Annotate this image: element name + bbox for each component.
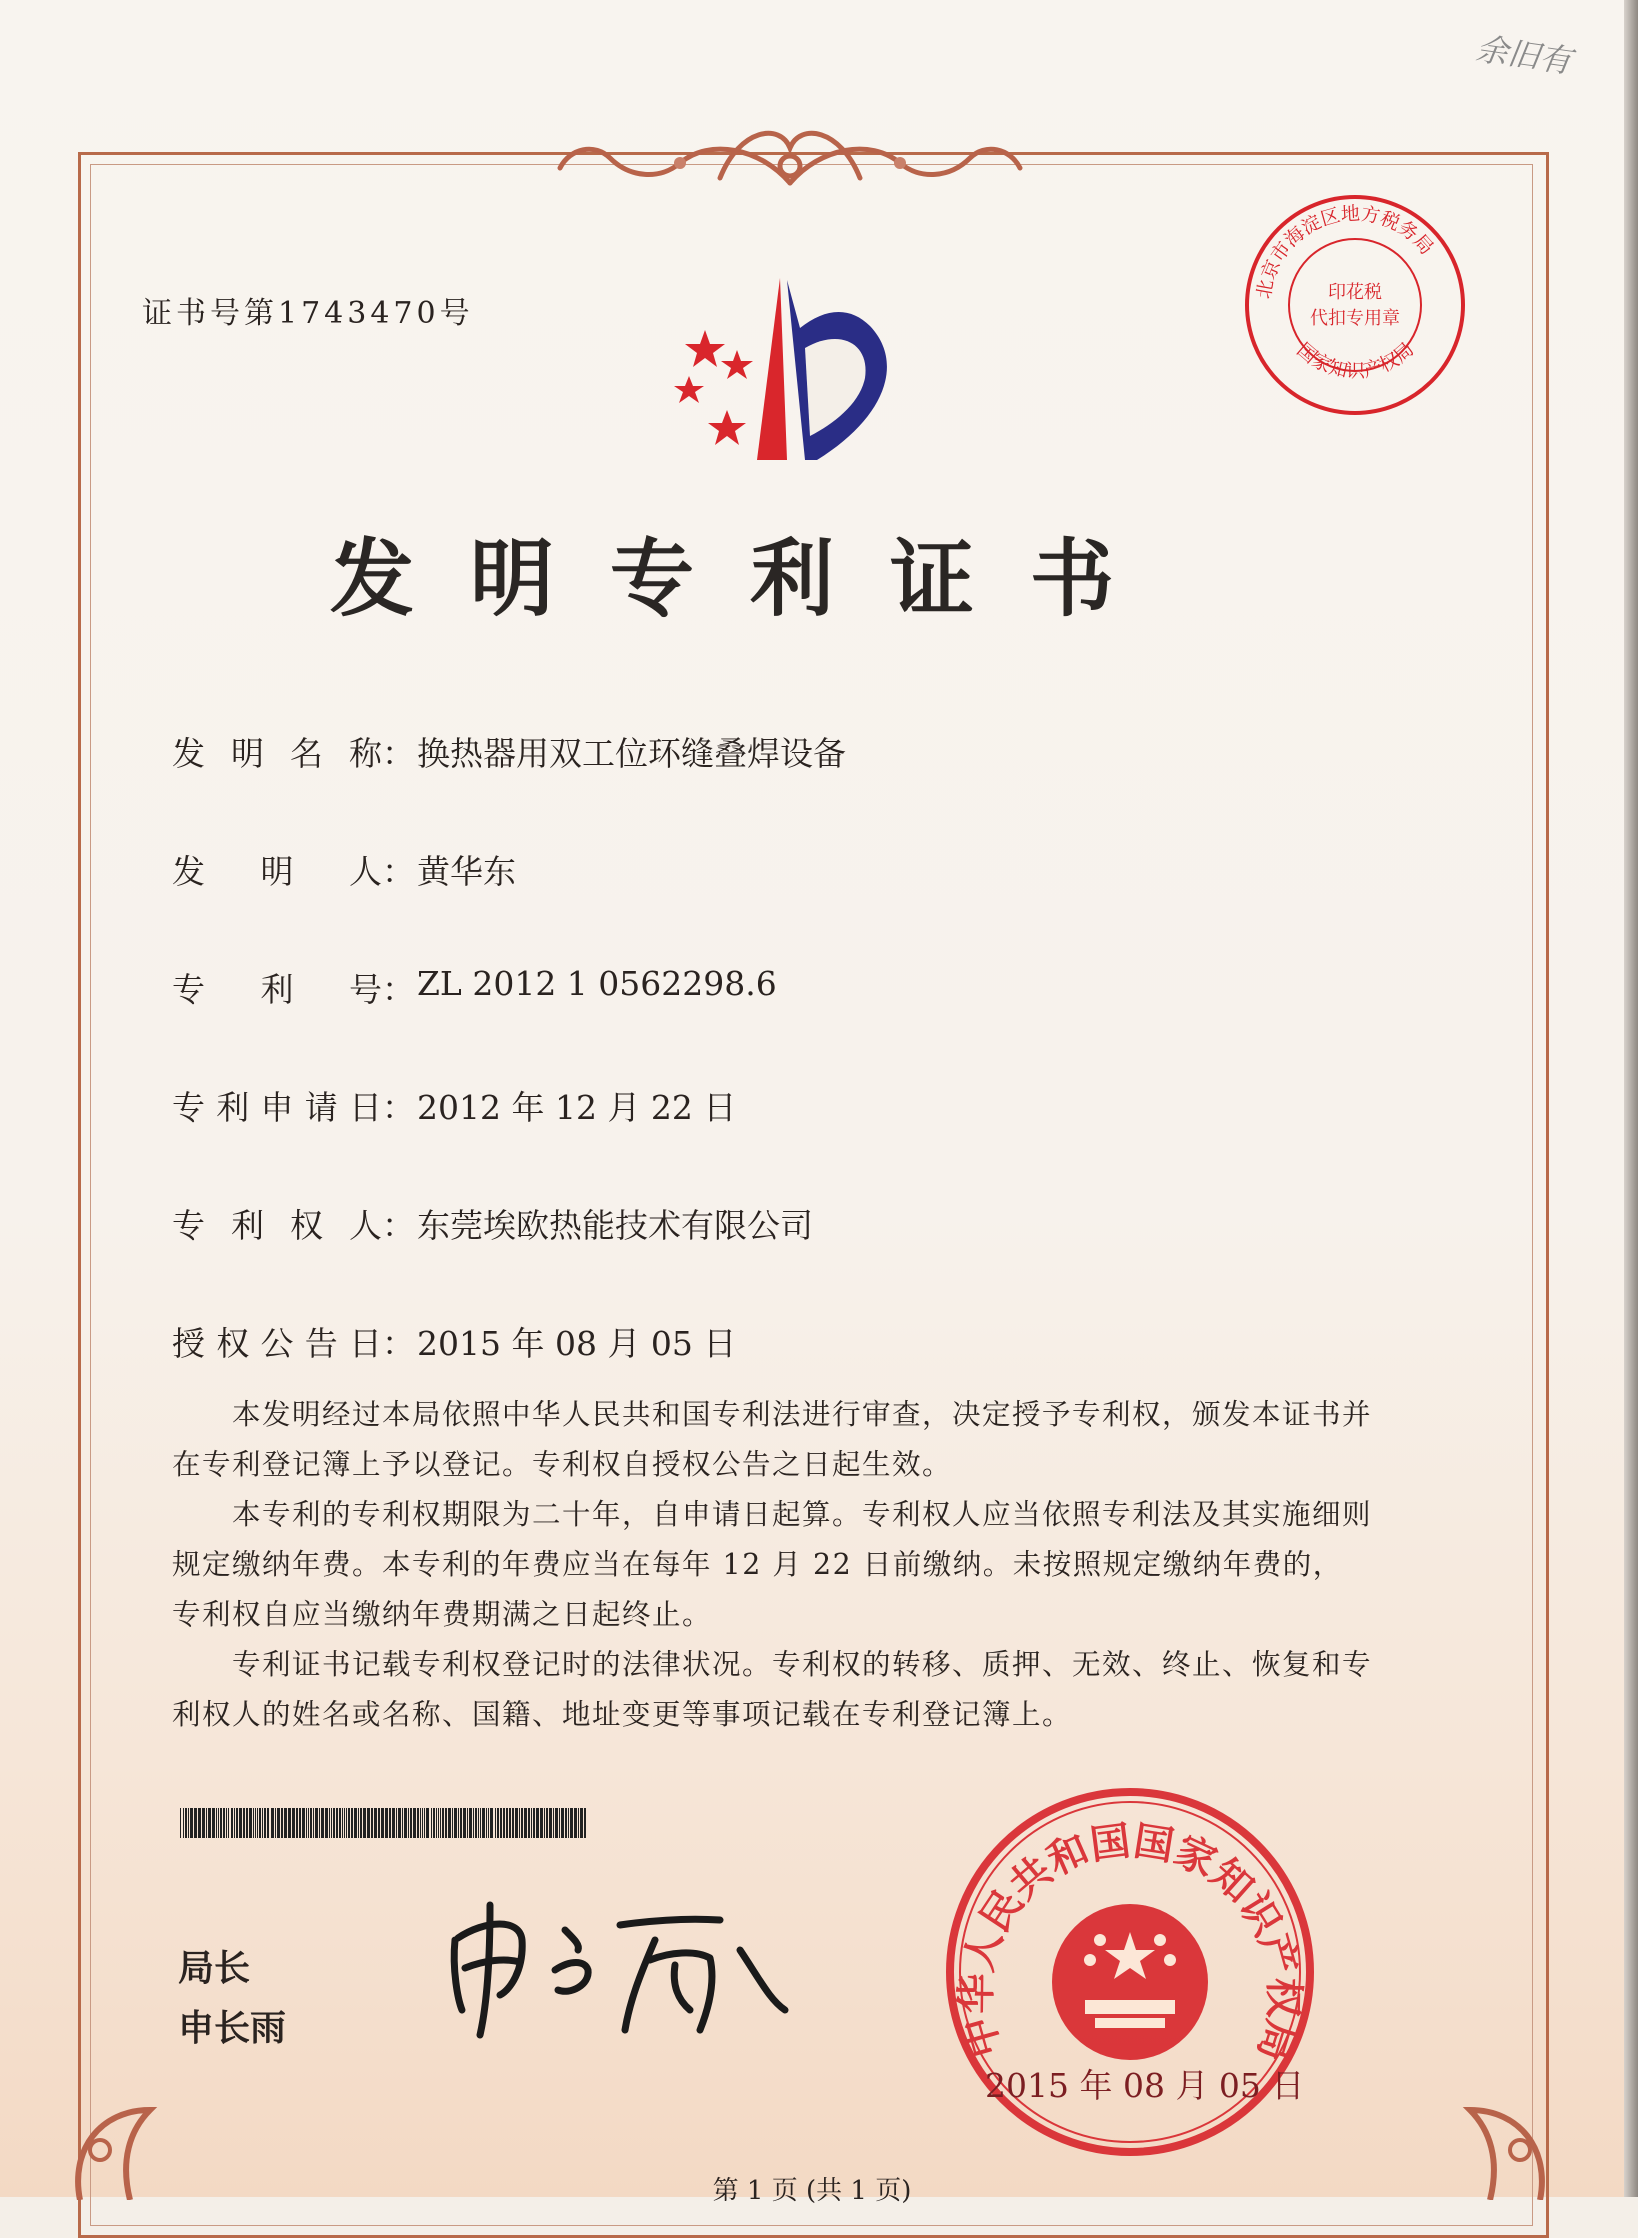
- barcode-bar: [417, 1808, 419, 1838]
- barcode-bar: [231, 1808, 233, 1838]
- barcode-bar: [424, 1808, 425, 1838]
- barcode-bar: [506, 1808, 508, 1838]
- field-row: [172, 1082, 736, 1129]
- barcode-bar: [458, 1808, 459, 1838]
- field-row: [172, 1200, 813, 1247]
- barcode-bar: [329, 1808, 330, 1838]
- patent-office-logo: [665, 268, 915, 468]
- barcode-bar: [433, 1808, 435, 1838]
- barcode-bar: [392, 1808, 395, 1838]
- barcode-bar: [351, 1808, 353, 1838]
- barcode-bar: [310, 1808, 312, 1838]
- field-label: 发 明 人: [172, 852, 382, 891]
- barcode-bar: [243, 1808, 245, 1838]
- barcode-bar: [306, 1808, 307, 1838]
- certificate-title: 发明专利证书: [329, 529, 1170, 628]
- barcode-bar: [544, 1808, 545, 1838]
- barcode-bar: [436, 1808, 437, 1838]
- barcode-bar: [431, 1808, 432, 1838]
- field-value: 2012 年 12 月 22 日: [417, 1088, 737, 1127]
- barcode-bar: [536, 1808, 539, 1838]
- svg-text:国家知识产权局: [1293, 338, 1419, 382]
- logo-star-2: [721, 350, 753, 379]
- barcode-bar: [469, 1808, 472, 1838]
- barcode-bar: [257, 1808, 258, 1838]
- barcode-bar: [555, 1808, 558, 1838]
- certificate-number: 证书号第1743470号: [142, 296, 474, 331]
- tax-stamp: [1240, 190, 1470, 420]
- barcode-bar: [420, 1808, 421, 1838]
- logo-star-1: [685, 330, 725, 367]
- barcode-bar: [378, 1808, 380, 1838]
- barcode-bar: [426, 1808, 429, 1838]
- seal-text: 中华人民共和国国家知识产权局: [953, 1818, 1307, 2067]
- page-number: 第 1 页 (共 1 页): [712, 2176, 912, 2206]
- barcode-bar: [302, 1808, 305, 1838]
- barcode-bar: [408, 1808, 409, 1838]
- barcode-bar: [236, 1808, 238, 1838]
- barcode-bar: [454, 1808, 457, 1838]
- barcode-bar: [259, 1808, 261, 1838]
- barcode-bar: [363, 1808, 366, 1838]
- barcode-bar: [413, 1808, 416, 1838]
- tax-stamp-ring-bottom: 国家知识产权局: [1292, 338, 1419, 383]
- barcode-bar: [313, 1808, 314, 1838]
- tax-stamp-line2: 代扣专用章: [1310, 308, 1400, 329]
- barcode-bar: [223, 1808, 225, 1838]
- barcode-bar: [389, 1808, 391, 1838]
- field-row: [172, 846, 516, 893]
- field-label: 专 利 权 人: [172, 1206, 382, 1245]
- barcode-bar: [262, 1808, 263, 1838]
- field-label: 专 利 号: [172, 970, 382, 1009]
- barcode-bar: [360, 1808, 362, 1838]
- barcode-bar: [267, 1808, 269, 1838]
- barcode-bar: [234, 1808, 235, 1838]
- barcode-bar: [488, 1808, 489, 1838]
- barcode-bar: [367, 1808, 370, 1838]
- barcode-bar: [275, 1808, 276, 1838]
- barcode-bar: [194, 1808, 197, 1838]
- barcode-bar: [512, 1808, 514, 1838]
- barcode-bar: [255, 1808, 256, 1838]
- top-ornament: [540, 108, 1040, 198]
- barcode-bar: [185, 1808, 187, 1838]
- barcode-bar: [565, 1808, 567, 1838]
- barcode-bar: [208, 1808, 211, 1838]
- barcode-bar: [299, 1808, 301, 1838]
- barcode-bar: [438, 1808, 439, 1838]
- barcode-bar: [339, 1808, 341, 1838]
- barcode-bar: [246, 1808, 248, 1838]
- barcode-bar: [553, 1808, 554, 1838]
- barcode-bar: [315, 1808, 318, 1838]
- field-colon: ：: [382, 1324, 415, 1363]
- barcode-bar: [515, 1808, 518, 1838]
- barcode-bar: [533, 1808, 535, 1838]
- barcode-bar: [296, 1808, 298, 1838]
- field-value: 黄华东: [417, 852, 516, 891]
- barcode-bar: [348, 1808, 350, 1838]
- field-colon: ：: [382, 1206, 415, 1245]
- barcode-bar: [381, 1808, 384, 1838]
- paragraph-1: 本发明经过本局依照中华人民共和国专利法进行审查，决定授予专利权，颁发本证书并在专利登记簿上予以登记。专利权自授权公告之日起生效。: [172, 1398, 1373, 1481]
- barcode-bar: [561, 1808, 564, 1838]
- issue-date: 2015 年 08 月 05 日: [985, 2066, 1305, 2105]
- barcode-bar: [404, 1808, 407, 1838]
- barcode-bar: [460, 1808, 462, 1838]
- director-title: 局长: [178, 1948, 251, 1989]
- logo-star-4: [708, 410, 746, 445]
- barcode-bar: [475, 1808, 477, 1838]
- barcode-bar: [202, 1808, 205, 1838]
- barcode-bar: [308, 1808, 309, 1838]
- barcode-bar: [374, 1808, 377, 1838]
- barcode-bar: [264, 1808, 266, 1838]
- field-colon: ：: [382, 734, 415, 773]
- field-value: 2015 年 08 月 05 日: [417, 1324, 737, 1363]
- barcode-bar: [402, 1808, 403, 1838]
- barcode-bar: [540, 1808, 543, 1838]
- barcode-bar: [218, 1808, 219, 1838]
- barcode-bar: [500, 1808, 502, 1838]
- barcode-bar: [509, 1808, 511, 1838]
- scan-edge: [1624, 0, 1638, 2197]
- barcode-bar: [580, 1808, 583, 1838]
- barcode-bar: [216, 1808, 217, 1838]
- national-emblem: [1052, 1904, 1208, 2060]
- barcode-bar: [344, 1808, 345, 1838]
- field-colon: ：: [382, 970, 415, 1009]
- barcode-bar: [346, 1808, 347, 1838]
- barcode-bar: [521, 1808, 523, 1838]
- field-colon: ：: [382, 1088, 415, 1127]
- field-value: ZL 2012 1 0562298.6: [417, 964, 777, 1003]
- barcode-bar: [524, 1808, 527, 1838]
- barcode-bar: [574, 1808, 577, 1838]
- barcode-bar: [528, 1808, 530, 1838]
- barcode-bar: [396, 1808, 397, 1838]
- barcode-bar: [497, 1808, 499, 1838]
- tax-stamp-line1: 印花税: [1328, 282, 1382, 303]
- barcode-bar: [333, 1808, 335, 1838]
- barcode-bar: [336, 1808, 338, 1838]
- barcode-bar: [584, 1808, 586, 1838]
- field-row: [172, 964, 777, 1011]
- tax-stamp-ring-top: 北京市海淀区地方税务局: [1252, 202, 1438, 301]
- director-signature: [440, 1890, 800, 2040]
- barcode-bar: [321, 1808, 324, 1838]
- barcode-bar: [482, 1808, 485, 1838]
- paragraph-3: 专利证书记载专利权登记时的法律状况。专利权的转移、质押、无效、终止、恢复和专利权人的姓名或名称、国籍、地址变更等事项记载在专利登记簿上。: [172, 1648, 1373, 1731]
- barcode-bar: [549, 1808, 552, 1838]
- barcode-bar: [568, 1808, 569, 1838]
- barcode-bar: [463, 1808, 466, 1838]
- barcode-bar: [190, 1808, 193, 1838]
- barcode-bar: [422, 1808, 423, 1838]
- barcode-bar: [546, 1808, 548, 1838]
- barcode-bar: [292, 1808, 295, 1838]
- barcode-bar: [490, 1808, 493, 1838]
- barcode-bar: [531, 1808, 532, 1838]
- barcode-bar: [206, 1808, 207, 1838]
- barcode-bar: [503, 1808, 505, 1838]
- barcode-bar: [288, 1808, 291, 1838]
- barcode-bar: [385, 1808, 388, 1838]
- field-label: 授 权 公 告 日: [172, 1324, 382, 1363]
- director-name: 申长雨: [178, 2008, 287, 2049]
- barcode-bar: [253, 1808, 254, 1838]
- barcode-bar: [319, 1808, 320, 1838]
- barcode-bar: [559, 1808, 560, 1838]
- barcode-bar: [442, 1808, 444, 1838]
- barcode-bar: [480, 1808, 481, 1838]
- barcode-bar: [183, 1808, 184, 1838]
- barcode-bar: [358, 1808, 359, 1838]
- barcode-bar: [410, 1808, 412, 1838]
- barcode-bar: [467, 1808, 468, 1838]
- field-label: 专 利 申 请 日: [172, 1088, 382, 1127]
- barcode-bar: [180, 1808, 181, 1838]
- barcode-bar: [445, 1808, 447, 1838]
- barcode: [180, 1808, 590, 1842]
- barcode-bar: [212, 1808, 215, 1838]
- barcode-bar: [342, 1808, 343, 1838]
- barcode-bar: [271, 1808, 274, 1838]
- barcode-bar: [570, 1808, 573, 1838]
- barcode-bar: [198, 1808, 201, 1838]
- barcode-bar: [478, 1808, 479, 1838]
- barcode-bar: [398, 1808, 401, 1838]
- barcode-bar: [228, 1808, 229, 1838]
- barcode-bar: [448, 1808, 451, 1838]
- field-value: 东莞埃欧热能技术有限公司: [417, 1206, 813, 1245]
- logo-star-3: [674, 376, 704, 403]
- barcode-bar: [281, 1808, 283, 1838]
- barcode-bar: [578, 1808, 579, 1838]
- paragraph-2: 本专利的专利权期限为二十年，自申请日起算。专利权人应当依照专利法及其实施细则规定缴纳年费。本专利的年费应当在每年 12 月 22 日前缴纳。未按照规定缴纳年费的，专利权自应当缴纳年费期满之日起终止。: [172, 1498, 1373, 1631]
- barcode-bar: [239, 1808, 242, 1838]
- field-row: [172, 728, 846, 775]
- field-label: 发 明 名 称: [172, 734, 382, 773]
- barcode-bar: [519, 1808, 520, 1838]
- logo-red-stroke: [757, 278, 787, 460]
- barcode-bar: [220, 1808, 222, 1838]
- barcode-bar: [188, 1808, 189, 1838]
- certificate-body: [172, 1390, 1372, 1740]
- barcode-bar: [371, 1808, 373, 1838]
- barcode-bar: [440, 1808, 441, 1838]
- barcode-bar: [284, 1808, 287, 1838]
- barcode-bar: [277, 1808, 280, 1838]
- field-value: 换热器用双工位环缝叠焊设备: [417, 734, 846, 773]
- barcode-bar: [354, 1808, 357, 1838]
- field-row: [172, 1318, 736, 1365]
- barcode-bar: [325, 1808, 328, 1838]
- barcode-bar: [331, 1808, 332, 1838]
- handwritten-mark: 余旧有: [1473, 29, 1574, 81]
- barcode-bar: [495, 1808, 496, 1838]
- field-colon: ：: [382, 852, 415, 891]
- barcode-bar: [473, 1808, 474, 1838]
- barcode-bar: [226, 1808, 227, 1838]
- barcode-bar: [452, 1808, 453, 1838]
- barcode-bar: [249, 1808, 252, 1838]
- barcode-bar: [486, 1808, 487, 1838]
